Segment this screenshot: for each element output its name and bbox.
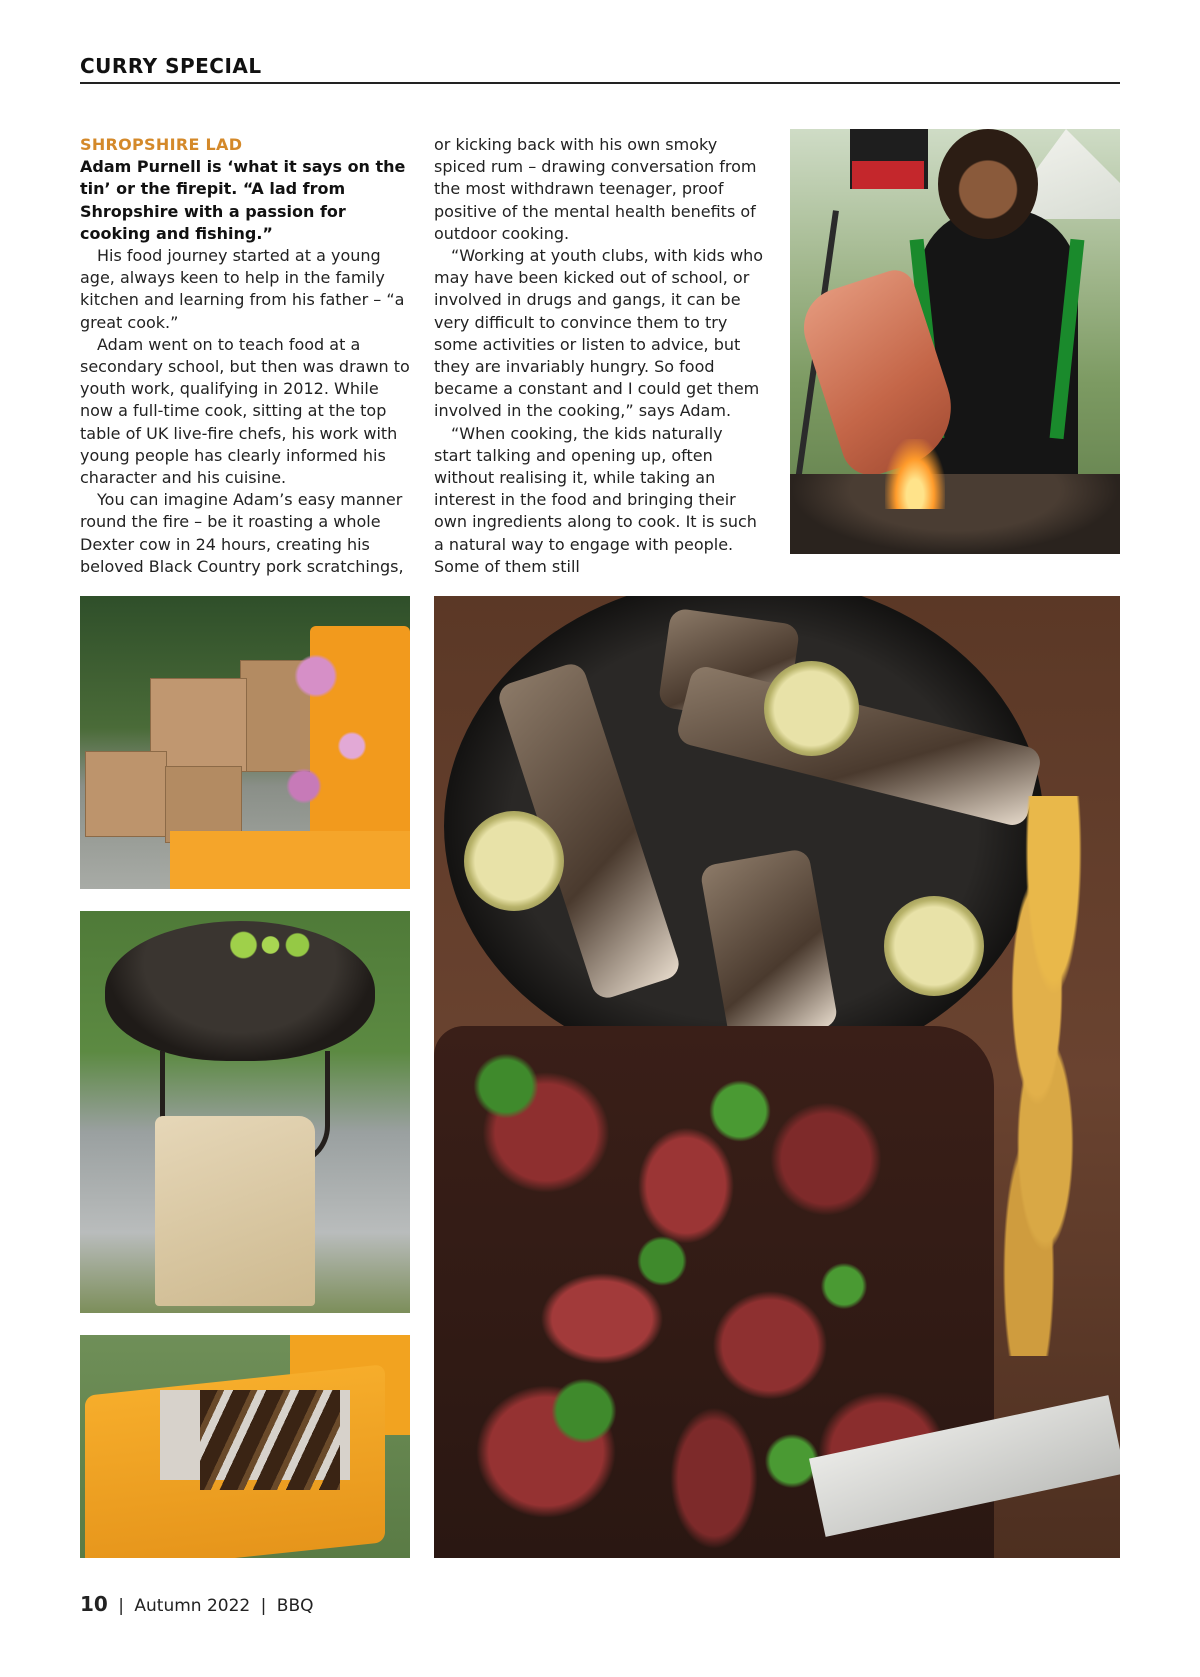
standfirst: Adam Purnell is ‘what it says on the tin’ or the firepit. “A lad from Shropshire with a passion for cooking and fishing.” [80, 157, 406, 243]
photo-adam-at-firepit [790, 129, 1120, 554]
issue-label: Autumn 2022 [134, 1596, 251, 1616]
body-paragraph: “Working at youth clubs, with kids who may have been kicked out of school, or involved in drugs and gangs, it can be very difficult to convince them to try some activities or listen to advice, but they are invariably hungry. So food became a constant and I could get them involved in the cooking,” says Adam. [434, 246, 764, 421]
footer-separator: | [260, 1596, 267, 1616]
photo-log-boxes-and-cooler [80, 596, 410, 889]
page-number: 10 [80, 1592, 108, 1616]
body-paragraph: “When cooking, the kids naturally start talking and opening up, often without realising it, while taking an interest in the food and bringing their own ingredients along to cook. It is such a natural way to engage with people. Some of them still [434, 423, 757, 576]
footer-separator: | [118, 1596, 124, 1616]
photo-grilled-bone-marrow-and-steak [434, 596, 1120, 1558]
body-paragraph: You can imagine Adam’s easy manner round the fire – be it roasting a whole Dexter cow in 24 hours, creating his beloved Black Country pork scratchings, [80, 490, 404, 576]
section-kicker: SHROPSHIRE LAD [80, 135, 243, 154]
photo-cooler-with-bottles [80, 1335, 410, 1558]
header-rule [80, 82, 1120, 84]
magazine-name: BBQ [276, 1596, 314, 1616]
text-column-1 [80, 134, 410, 578]
body-paragraph: Adam went on to teach food at a secondary school, but then was drawn to youth work, qualifying in 2012. While now a full-time cook, sitting at the top table of UK live-fire chefs, his work with young people has clearly informed his character and his cuisine. [80, 334, 410, 488]
text-column-2 [434, 134, 764, 578]
body-paragraph: His food journey started at a young age, always keen to help in the family kitchen and learning from his father – “a great cook.” [80, 246, 405, 332]
section-header: CURRY SPECIAL [80, 54, 262, 78]
photo-firepit-and-charcoal-bag [80, 911, 410, 1313]
page-footer [80, 1592, 314, 1616]
body-paragraph: or kicking back with his own smoky spiced rum – drawing conversation from the most withdrawn teenager, proof positive of the mental health benefits of outdoor cooking. [434, 135, 757, 243]
